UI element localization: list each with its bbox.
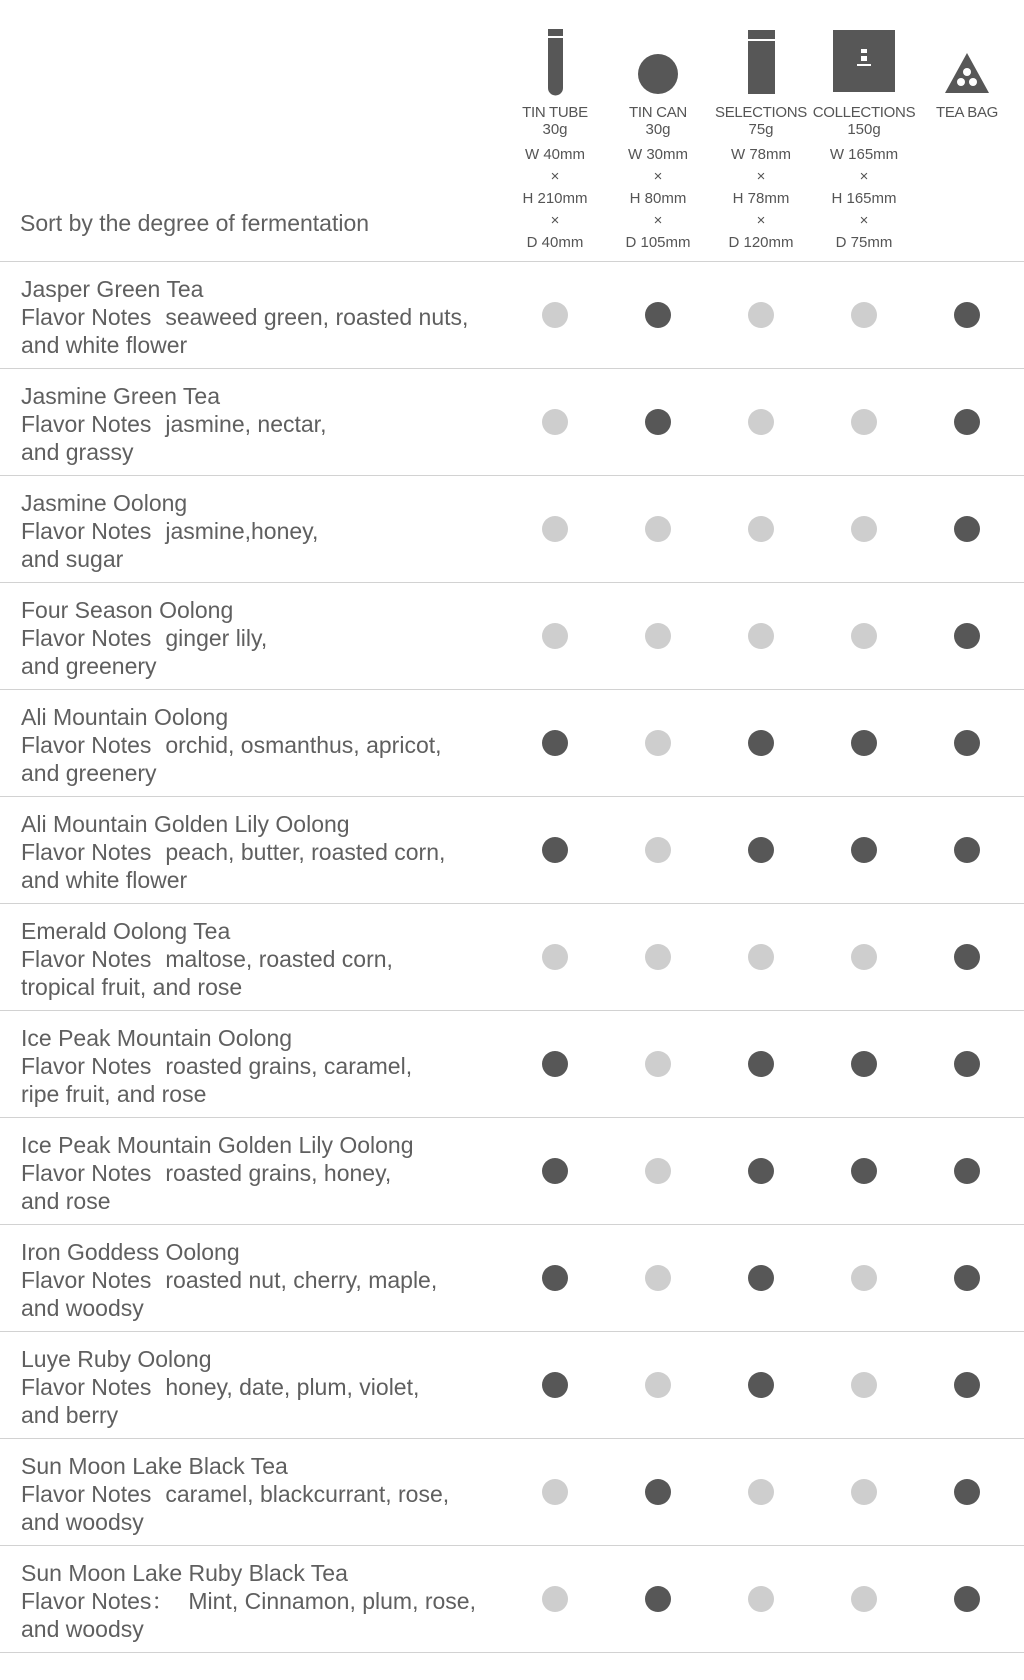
- tea-description: [21, 1452, 521, 1536]
- sort-label: Sort by the degree of fermentation: [20, 210, 370, 236]
- availability-dot-tin-tube: [542, 1051, 568, 1077]
- tea-description: [21, 275, 521, 359]
- availability-dot-tin-tube: [542, 1586, 568, 1612]
- availability-dot-collections: [851, 1265, 877, 1291]
- flavor-notes-label: Flavor Notes: [21, 732, 152, 758]
- availability-dot-tin-can: [645, 1051, 671, 1077]
- flavor-notes: [21, 1480, 521, 1508]
- availability-dot-collections: [851, 944, 877, 970]
- table-row: [0, 1439, 1024, 1546]
- availability-dot-tin-tube: [542, 1158, 568, 1184]
- tea-name: Jasmine Green Tea: [21, 383, 221, 409]
- flavor-notes-continued: and sugar: [21, 546, 124, 572]
- availability-dot-selections: [748, 1479, 774, 1505]
- column-dimensions: [598, 144, 718, 254]
- flavor-notes-text: jasmine,honey,: [165, 518, 319, 544]
- availability-dot-tin-tube: [542, 302, 568, 328]
- availability-dot-tea-bag: [954, 1372, 980, 1398]
- availability-dot-tin-tube: [542, 1265, 568, 1291]
- flavor-notes-label: Flavor Notes: [21, 1160, 152, 1186]
- table-row: [0, 1546, 1024, 1653]
- flavor-notes: [21, 1266, 521, 1294]
- dimension-height: H 80mm: [629, 190, 687, 207]
- dimension-times: [907, 166, 1024, 188]
- table-row: [0, 1332, 1024, 1439]
- table-row: [0, 904, 1024, 1011]
- flavor-notes-label: Flavor Notes: [21, 1481, 152, 1507]
- tea-description: [21, 1345, 521, 1429]
- column-weight: 30g: [542, 121, 568, 138]
- flavor-notes-label: Flavor Notes: [21, 518, 152, 544]
- dimension-depth: D 120mm: [728, 234, 794, 251]
- availability-dot-tea-bag: [954, 837, 980, 863]
- flavor-notes-continued: and woodsy: [21, 1616, 144, 1642]
- flavor-notes-label: Flavor Notes：: [21, 1588, 175, 1614]
- availability-dot-tin-can: [645, 1265, 671, 1291]
- flavor-notes: [21, 303, 521, 331]
- tea-name: Jasper Green Tea: [21, 276, 204, 302]
- availability-dot-selections: [748, 1051, 774, 1077]
- tea-name: Sun Moon Lake Black Tea: [21, 1453, 288, 1479]
- tea-name: Ice Peak Mountain Oolong: [21, 1025, 293, 1051]
- table-row: [0, 1225, 1024, 1332]
- flavor-notes: [21, 517, 521, 545]
- availability-dot-tin-tube: [542, 623, 568, 649]
- tea-description: [21, 1238, 521, 1322]
- column-weight: 150g: [847, 121, 881, 138]
- tea-name: Four Season Oolong: [21, 597, 234, 623]
- flavor-notes-text: ginger lily,: [165, 625, 268, 651]
- availability-dot-tin-can: [645, 1158, 671, 1184]
- flavor-notes-text: orchid, osmanthus, apricot,: [165, 732, 442, 758]
- flavor-notes: [21, 838, 521, 866]
- availability-dot-collections: [851, 1372, 877, 1398]
- flavor-notes: [21, 1373, 521, 1401]
- availability-dot-collections: [851, 837, 877, 863]
- availability-dot-tin-tube: [542, 1479, 568, 1505]
- table-header: [0, 0, 1024, 262]
- flavor-notes: [21, 1587, 521, 1615]
- table-row: [0, 583, 1024, 690]
- availability-dot-selections: [748, 302, 774, 328]
- dimension-depth: D 105mm: [625, 234, 691, 251]
- flavor-notes-text: honey, date, plum, violet,: [165, 1374, 420, 1400]
- dimension-width: W 30mm: [628, 146, 688, 163]
- column-name: TEA BAG: [935, 104, 999, 121]
- availability-dot-tin-can: [645, 1586, 671, 1612]
- flavor-notes-continued: and white flower: [21, 332, 188, 358]
- availability-dot-tea-bag: [954, 1265, 980, 1291]
- dimension-height: H 210mm: [522, 190, 588, 207]
- tea-description: [21, 1559, 521, 1643]
- column-name: TIN TUBE: [522, 104, 588, 121]
- tea-name: Luye Ruby Oolong: [21, 1346, 212, 1372]
- selections-box-icon: [701, 0, 821, 110]
- column-dimensions: [495, 144, 615, 254]
- dimension-height: [907, 188, 1024, 210]
- table-row: [0, 1011, 1024, 1118]
- flavor-notes-continued: and greenery: [21, 653, 157, 679]
- table-row: [0, 797, 1024, 904]
- column-dimensions: [701, 144, 821, 254]
- flavor-notes-continued: and rose: [21, 1188, 111, 1214]
- tea-name: Iron Goddess Oolong: [21, 1239, 240, 1265]
- availability-dot-selections: [748, 1372, 774, 1398]
- tea-name: Sun Moon Lake Ruby Black Tea: [21, 1560, 348, 1586]
- flavor-notes-label: Flavor Notes: [21, 1374, 152, 1400]
- column-name: SELECTIONS: [714, 104, 808, 121]
- availability-dot-tin-tube: [542, 1372, 568, 1398]
- availability-dot-tin-can: [645, 516, 671, 542]
- dimension-width: W 78mm: [731, 146, 791, 163]
- tea-description: [21, 917, 521, 1001]
- tea-description: [21, 1024, 521, 1108]
- availability-dot-tin-can: [645, 837, 671, 863]
- availability-dot-tea-bag: [954, 1158, 980, 1184]
- dimension-times: [907, 210, 1024, 232]
- availability-dot-tin-tube: [542, 944, 568, 970]
- tea-description: [21, 1131, 521, 1215]
- dimension-times: ×: [653, 212, 663, 229]
- table-row: [0, 262, 1024, 369]
- flavor-notes-text: seaweed green, roasted nuts,: [165, 304, 469, 330]
- availability-dot-selections: [748, 944, 774, 970]
- availability-dot-selections: [748, 516, 774, 542]
- availability-dot-tea-bag: [954, 944, 980, 970]
- flavor-notes: [21, 1052, 521, 1080]
- dimension-times: ×: [756, 168, 766, 185]
- availability-dot-collections: [851, 1586, 877, 1612]
- dimension-width: W 165mm: [829, 146, 899, 163]
- flavor-notes-continued: and white flower: [21, 867, 188, 893]
- column-name: COLLECTIONS: [812, 104, 916, 121]
- availability-dot-tin-can: [645, 1479, 671, 1505]
- availability-dot-tea-bag: [954, 516, 980, 542]
- tea-description: [21, 489, 521, 573]
- dimension-depth: [907, 232, 1024, 254]
- availability-dot-collections: [851, 623, 877, 649]
- dimension-times: ×: [859, 212, 869, 229]
- flavor-notes: [21, 624, 521, 652]
- availability-dot-tea-bag: [954, 1586, 980, 1612]
- table-row: [0, 690, 1024, 797]
- flavor-notes-label: Flavor Notes: [21, 1053, 152, 1079]
- dimension-times: ×: [550, 212, 560, 229]
- tea-description: [21, 596, 521, 680]
- availability-dot-tea-bag: [954, 1479, 980, 1505]
- tin-can-icon: [598, 0, 718, 110]
- dimension-times: ×: [756, 212, 766, 229]
- dimension-height: H 78mm: [732, 190, 790, 207]
- tea-description: [21, 810, 521, 894]
- flavor-notes: [21, 410, 521, 438]
- availability-dot-collections: [851, 409, 877, 435]
- availability-dot-selections: [748, 1265, 774, 1291]
- availability-dot-tea-bag: [954, 1051, 980, 1077]
- dimension-width: W 40mm: [525, 146, 585, 163]
- availability-dot-tin-can: [645, 730, 671, 756]
- flavor-notes-continued: and greenery: [21, 760, 157, 786]
- availability-dot-selections: [748, 623, 774, 649]
- availability-dot-tin-can: [645, 302, 671, 328]
- availability-dot-tin-tube: [542, 730, 568, 756]
- flavor-notes-label: Flavor Notes: [21, 1267, 152, 1293]
- availability-dot-collections: [851, 730, 877, 756]
- availability-dot-tin-tube: [542, 516, 568, 542]
- column-weight: 75g: [748, 121, 774, 138]
- table-row: [0, 369, 1024, 476]
- dimension-depth: D 75mm: [835, 234, 893, 251]
- availability-dot-collections: [851, 516, 877, 542]
- dimension-depth: D 40mm: [526, 234, 584, 251]
- column-weight: 30g: [645, 121, 671, 138]
- flavor-notes-label: Flavor Notes: [21, 304, 152, 330]
- availability-dot-collections: [851, 1051, 877, 1077]
- availability-dot-selections: [748, 409, 774, 435]
- tea-rows: [0, 262, 1024, 1653]
- flavor-notes-continued: ripe fruit, and rose: [21, 1081, 207, 1107]
- availability-dot-tin-tube: [542, 409, 568, 435]
- tin-tube-icon: [495, 0, 615, 110]
- flavor-notes-label: Flavor Notes: [21, 946, 152, 972]
- tea-name: Ali Mountain Golden Lily Oolong: [21, 811, 350, 837]
- flavor-notes-text: roasted nut, cherry, maple,: [165, 1267, 438, 1293]
- flavor-notes-text: Mint, Cinnamon, plum, rose,: [188, 1588, 476, 1614]
- tea-name: Emerald Oolong Tea: [21, 918, 231, 944]
- availability-dot-tin-can: [645, 409, 671, 435]
- availability-dot-selections: [748, 1158, 774, 1184]
- availability-dot-tin-can: [645, 1372, 671, 1398]
- column-dimensions: [804, 144, 924, 254]
- availability-dot-tea-bag: [954, 409, 980, 435]
- flavor-notes: [21, 731, 521, 759]
- flavor-notes-label: Flavor Notes: [21, 839, 152, 865]
- flavor-notes: [21, 1159, 521, 1187]
- flavor-notes-text: maltose, roasted corn,: [165, 946, 393, 972]
- availability-dot-tin-can: [645, 623, 671, 649]
- availability-dot-tea-bag: [954, 730, 980, 756]
- availability-dot-selections: [748, 1586, 774, 1612]
- flavor-notes-text: caramel, blackcurrant, rose,: [165, 1481, 450, 1507]
- table-row: [0, 476, 1024, 583]
- dimension-times: ×: [550, 168, 560, 185]
- flavor-notes-text: peach, butter, roasted corn,: [165, 839, 446, 865]
- flavor-notes-continued: and berry: [21, 1402, 119, 1428]
- flavor-notes-label: Flavor Notes: [21, 625, 152, 651]
- dimension-width: [907, 144, 1024, 166]
- flavor-notes-text: roasted grains, caramel,: [165, 1053, 413, 1079]
- flavor-notes-text: roasted grains, honey,: [165, 1160, 392, 1186]
- dimension-height: H 165mm: [831, 190, 897, 207]
- availability-dot-collections: [851, 1479, 877, 1505]
- availability-dot-tea-bag: [954, 302, 980, 328]
- flavor-notes-text: jasmine, nectar,: [165, 411, 327, 437]
- flavor-notes: [21, 945, 521, 973]
- availability-dot-collections: [851, 1158, 877, 1184]
- availability-dot-selections: [748, 837, 774, 863]
- tea-name: Ice Peak Mountain Golden Lily Oolong: [21, 1132, 414, 1158]
- availability-dot-tin-can: [645, 944, 671, 970]
- availability-dot-collections: [851, 302, 877, 328]
- availability-dot-selections: [748, 730, 774, 756]
- flavor-notes-continued: and woodsy: [21, 1509, 144, 1535]
- tea-name: Jasmine Oolong: [21, 490, 188, 516]
- dimension-times: ×: [653, 168, 663, 185]
- flavor-notes-label: Flavor Notes: [21, 411, 152, 437]
- collections-box-icon: [804, 0, 924, 110]
- flavor-notes-continued: tropical fruit, and rose: [21, 974, 243, 1000]
- column-name: TIN CAN: [629, 104, 687, 121]
- table-row: [0, 1118, 1024, 1225]
- flavor-notes-continued: and grassy: [21, 439, 134, 465]
- availability-dot-tin-tube: [542, 837, 568, 863]
- tea-name: Ali Mountain Oolong: [21, 704, 229, 730]
- flavor-notes-continued: and woodsy: [21, 1295, 144, 1321]
- tea-description: [21, 382, 521, 466]
- availability-dot-tea-bag: [954, 623, 980, 649]
- tea-description: [21, 703, 521, 787]
- dimension-times: ×: [859, 168, 869, 185]
- column-dimensions: [907, 144, 1024, 254]
- tea-bag-icon: [907, 0, 1024, 110]
